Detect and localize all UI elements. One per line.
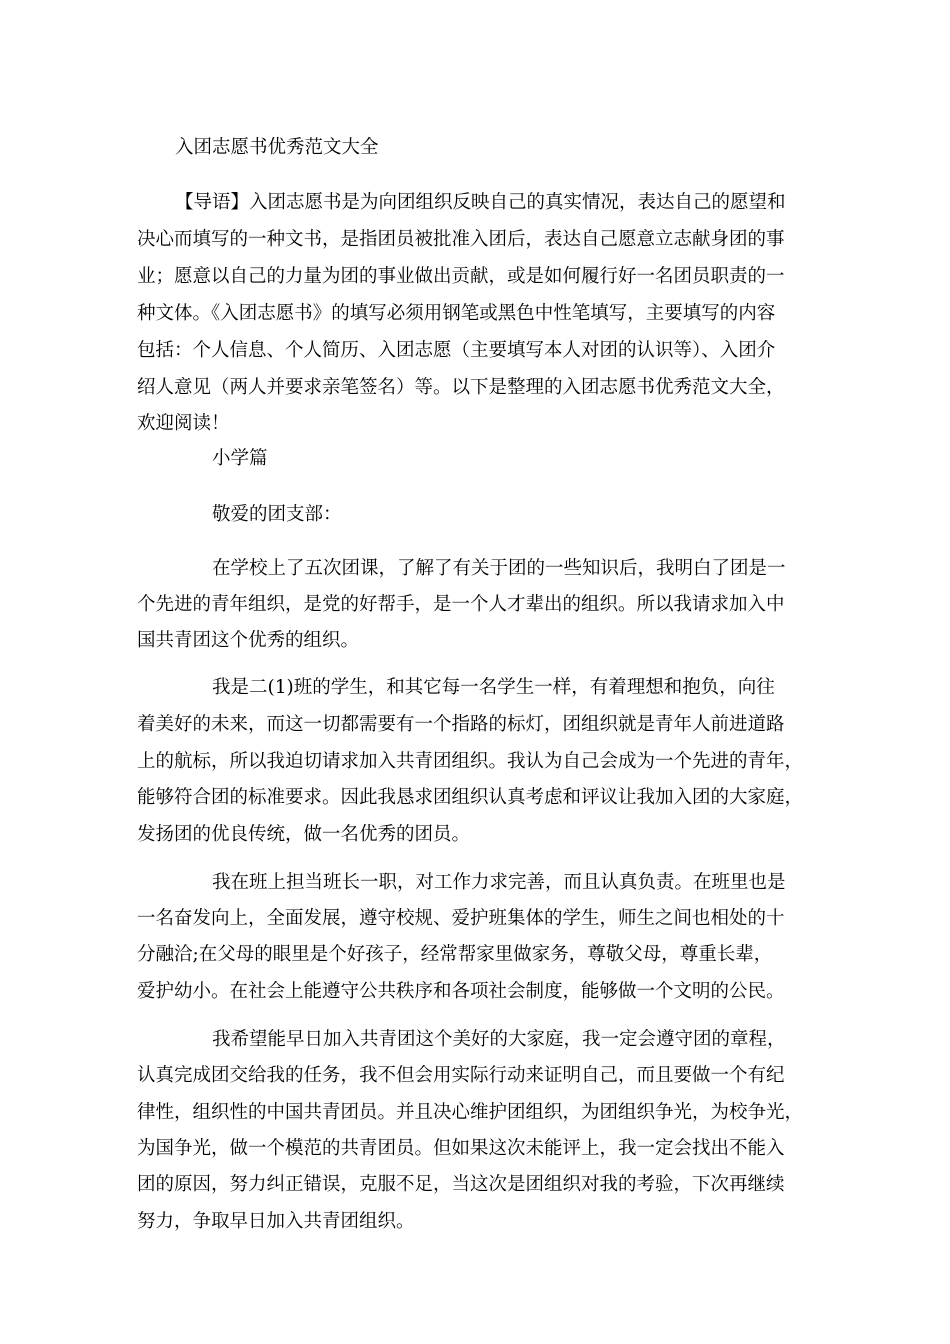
paragraph-line: 爱护幼小。在社会上能遵守公共秩序和各项社会制度，能够做一个文明的公民。 bbox=[137, 981, 785, 1002]
paragraph-line: 我在班上担当班长一职，对工作力求完善，而且认真负责。在班里也是 bbox=[212, 872, 786, 893]
intro-line: 种文体。《入团志愿书》的填写必须用钢笔或黑色中性笔填写，主要填写的内容 bbox=[137, 303, 776, 324]
salutation: 敬爱的团支部： bbox=[212, 504, 342, 525]
intro-line: 包括：个人信息、个人简历、入团志愿（主要填写本人对团的认识等）、入团介 bbox=[137, 340, 776, 361]
paragraph-line: 为国争光，做一个模范的共青团员。但如果这次未能评上，我一定会找出不能入 bbox=[137, 1138, 785, 1159]
paragraph-line: 国共青团这个优秀的组织。 bbox=[137, 630, 360, 651]
intro-line: 【导语】入团志愿书是为向团组织反映自己的真实情况，表达自己的愿望和 bbox=[175, 192, 786, 213]
paragraph-line: 努力，争取早日加入共青团组织。 bbox=[137, 1211, 415, 1232]
intro-line: 绍人意见（两人并要求亲笔签名）等。以下是整理的入团志愿书优秀范文大全， bbox=[137, 377, 785, 398]
paragraph-line: 分融洽;在父母的眼里是个好孩子，经常帮家里做家务，尊敬父母，尊重长辈， bbox=[137, 944, 773, 965]
paragraph-line: 律性，组织性的中国共青团员。并且决心维护团组织，为团组织争光，为校争光， bbox=[137, 1102, 804, 1123]
intro-line: 业；愿意以自己的力量为团的事业做出贡献，或是如何履行好一名团员职责的一 bbox=[137, 266, 785, 287]
paragraph-line: 在学校上了五次团课，了解了有关于团的一些知识后，我明白了团是一 bbox=[212, 558, 786, 579]
paragraph-line: 团的原因，努力纠正错误，克服不足，当这次是团组织对我的考验，下次再继续 bbox=[137, 1174, 785, 1195]
paragraph-line: 认真完成团交给我的任务，我不但会用实际行动来证明自己，而且要做一个有纪 bbox=[137, 1065, 785, 1086]
paragraph-line: 能够符合团的标准要求。因此我恳求团组织认真考虑和评议让我加入团的大家庭， bbox=[137, 787, 804, 808]
section-heading: 小学篇 bbox=[212, 448, 268, 469]
intro-line: 决心而填写的一种文书，是指团员被批准入团后，表达自己愿意立志献身团的事 bbox=[137, 229, 785, 250]
paragraph-line: 一名奋发向上，全面发展，遵守校规、爱护班集体的学生，师生之间也相处的十 bbox=[137, 908, 785, 929]
paragraph-line: 我是二(1)班的学生，和其它每一名学生一样，有着理想和抱负，向往 bbox=[212, 677, 775, 698]
intro-line: 欢迎阅读！ bbox=[137, 413, 230, 434]
paragraph-line: 个先进的青年组织，是党的好帮手，是一个人才辈出的组织。所以我请求加入中 bbox=[137, 594, 785, 615]
paragraph-line: 上的航标，所以我迫切请求加入共青团组织。我认为自己会成为一个先进的青年， bbox=[137, 751, 804, 772]
paragraph-line: 我希望能早日加入共青团这个美好的大家庭，我一定会遵守团的章程， bbox=[212, 1029, 786, 1050]
document-title: 入团志愿书优秀范文大全 bbox=[175, 137, 379, 158]
paragraph-line: 发扬团的优良传统，做一名优秀的团员。 bbox=[137, 824, 471, 845]
paragraph-line: 着美好的未来，而这一切都需要有一个指路的标灯，团组织就是青年人前进道路 bbox=[137, 714, 785, 735]
